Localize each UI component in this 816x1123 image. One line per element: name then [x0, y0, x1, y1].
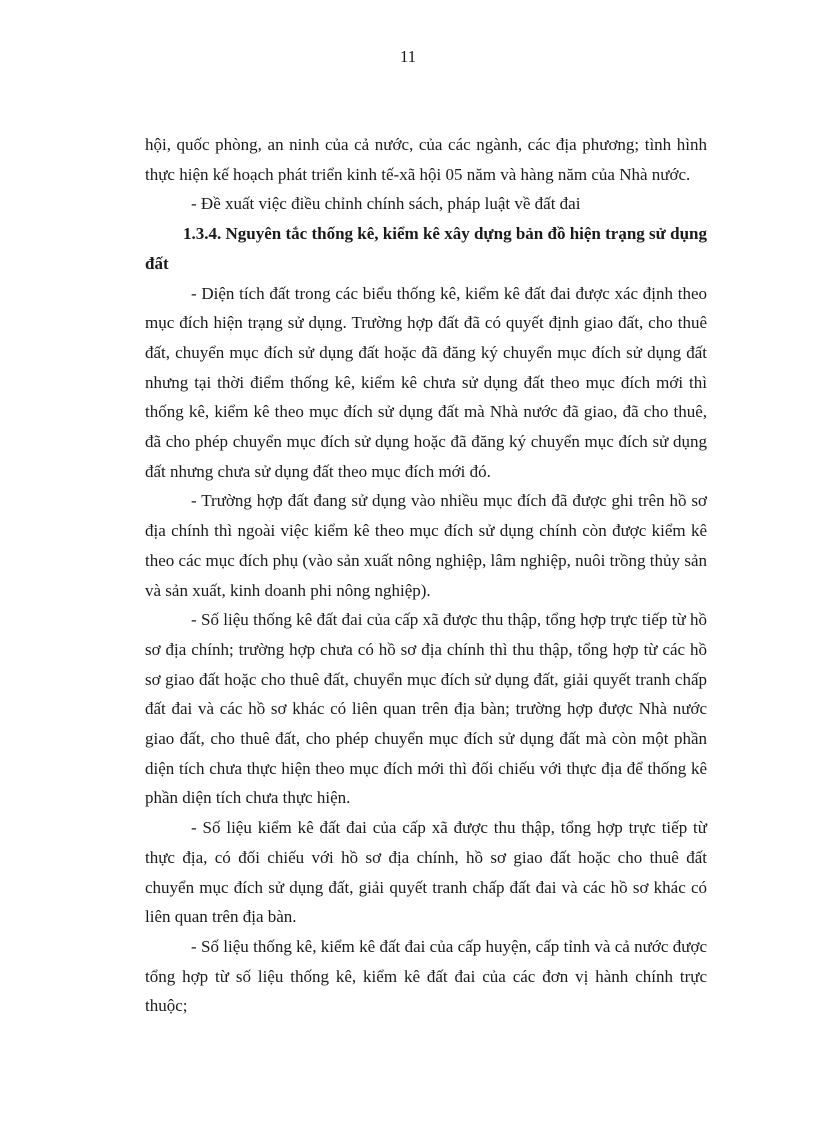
- paragraph-district-province: - Số liệu thống kê, kiểm kê đất đai của cấp huyện, cấp tỉnh và cả nước được tổng hợp từ số liệu thống kê, kiểm kê đất đai của các đơn vị hành chính trực thuộc;: [145, 936, 707, 1016]
- paragraph-commune-inventory: - Số liệu kiểm kê đất đai của cấp xã được thu thập, tổng hợp trực tiếp từ thực địa, có đối chiếu với hồ sơ địa chính, hồ sơ giao đất hoặc cho thuê đất chuyển mục đích sử dụng đất, giải quyết tranh chấp đất đai và các hồ sơ khác có liên quan trên địa bàn.: [145, 818, 707, 927]
- paragraph-commune-statistics: - Số liệu thống kê đất đai của cấp xã được thu thập, tổng hợp trực tiếp từ hồ sơ địa chính; trường hợp chưa có hồ sơ địa chính thì thu thập, tổng hợp từ các hồ sơ giao đất hoặc cho thuê đất, chuyển mục đích sử dụng đất, giải quyết tranh chấp đất đai và các hồ sơ khác có liên quan trên địa bàn; trường hợp được Nhà nước giao đất, cho thuê đất, cho phép chuyển mục đích sử dụng đất mà còn một phần diện tích chưa thực hiện theo mục đích mới thì đối chiếu với thực địa để thống kê phần diện tích chưa thực hiện.: [145, 610, 707, 808]
- page-number: 11: [399, 47, 417, 66]
- document-body: [145, 130, 707, 1021]
- paragraph-land-area: - Diện tích đất trong các biểu thống kê, kiểm kê đất đai được xác định theo mục đích hiện trạng sử dụng. Trường hợp đất đã có quyết định giao đất, cho thuê đất, chuyển mục đích sử dụng đất hoặc đã đăng ký chuyển mục đích sử dụng đất nhưng tại thời điểm thống kê, kiểm kê chưa sử dụng đất theo mục đích mới thì thống kê, kiểm kê theo mục đích sử dụng đất mà Nhà nước đã giao, đã cho thuê, đã cho phép chuyển mục đích sử dụng hoặc đã đăng ký chuyển mục đích sử dụng đất nhưng chưa sử dụng đất theo mục đích mới đó.: [145, 283, 707, 481]
- section-heading: 1.3.4. Nguyên tắc thống kê, kiểm kê xây dựng bản đồ hiện trạng sử dụng đất: [145, 224, 707, 273]
- proposal-paragraph: - Đề xuất việc điều chỉnh chính sách, pháp luật về đất đai: [191, 194, 581, 214]
- paragraph-multi-purpose: - Trường hợp đất đang sử dụng vào nhiều mục đích đã được ghi trên hồ sơ địa chính thì ngoài việc kiểm kê theo mục đích sử dụng chính còn được kiểm kê theo các mục đích phụ (vào sản xuất nông nghiệp, lâm nghiệp, nuôi trồng thủy sản và sản xuất, kinh doanh phi nông nghiệp).: [145, 491, 707, 600]
- intro-continuation-paragraph: hội, quốc phòng, an ninh của cả nước, của các ngành, các địa phương; tình hình thực hiện kế hoạch phát triển kinh tế-xã hội 05 năm và hàng năm của Nhà nước.: [145, 135, 707, 184]
